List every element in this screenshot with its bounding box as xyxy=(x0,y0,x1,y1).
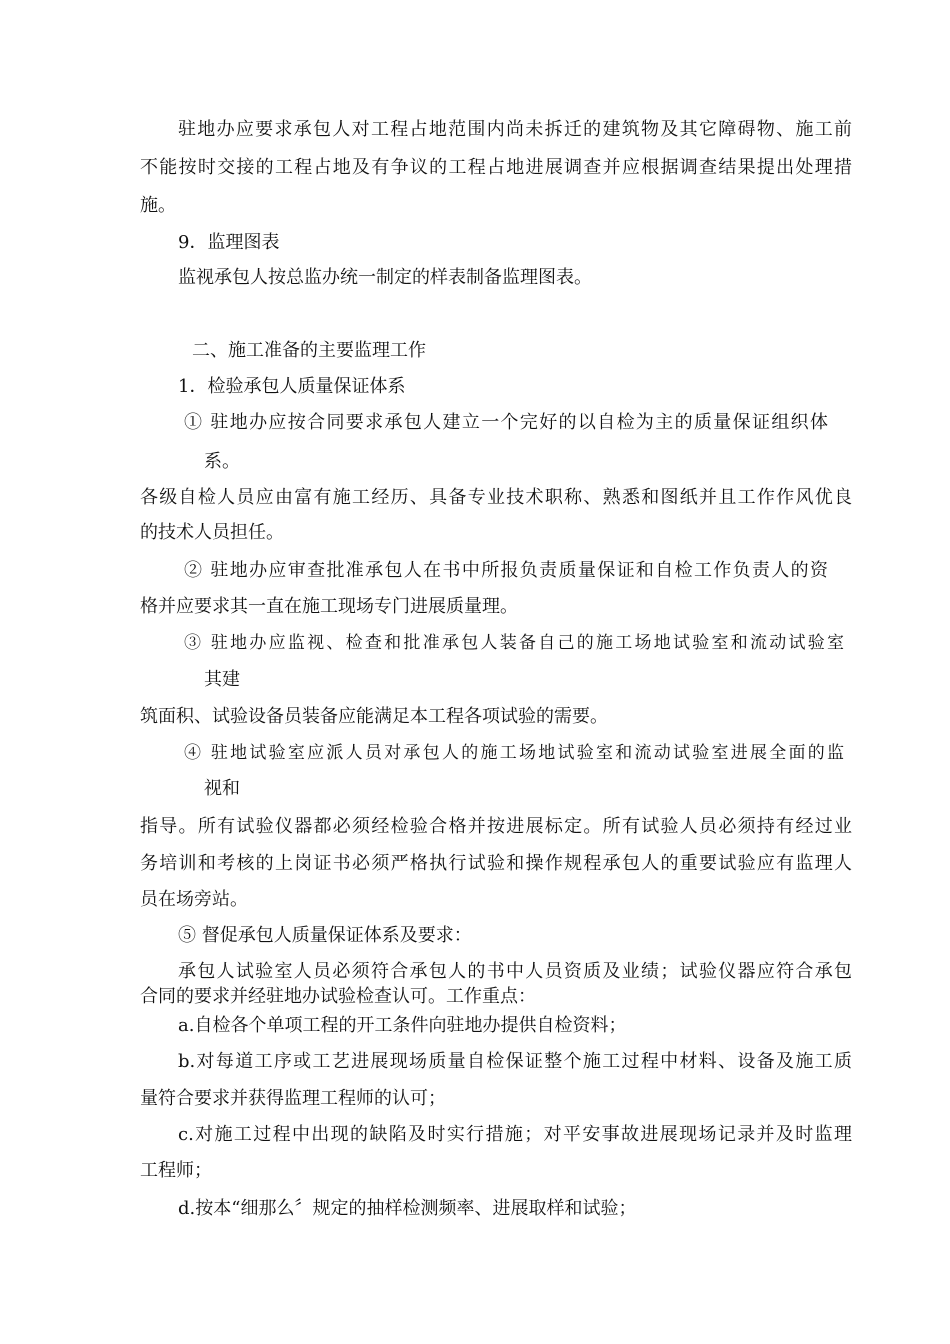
list-item-continuation: 视和 xyxy=(204,778,240,799)
paragraph-line: 监视承包人按总监办统一制定的样表制备监理图表。 xyxy=(178,267,592,288)
paragraph-line: 格并应要求其一直在施工现场专门进展质量理。 xyxy=(140,596,518,617)
sub-item: d.按本“细那么〞规定的抽样检测频率、进展取样和试验； xyxy=(178,1198,637,1219)
list-item: ⑤ 督促承包人质量保证体系及要求： xyxy=(178,925,472,946)
paragraph-line: 筑面积、试验设备员装备应能满足本工程各项试验的需要。 xyxy=(140,706,608,727)
chapter-heading: 二、施工准备的主要监理工作 xyxy=(192,340,426,361)
list-item-continuation: 系。 xyxy=(204,451,240,472)
sub-item: b.对每道工序或工艺进展现场质量自检保证整个施工过程中材料、设备及施工质 xyxy=(178,1051,852,1072)
sub-item: c.对施工过程中出现的缺陷及时实行措施；对平安事故进展现场记录并及时监理 xyxy=(178,1124,852,1145)
paragraph-line: 合同的要求并经驻地办试验检查认可。工作重点： xyxy=(140,986,536,1007)
paragraph-line: 指导。所有试验仪器都必须经检验合格并按进展标定。所有试验人员必须持有经过业 xyxy=(140,816,852,837)
paragraph-line: 员在场旁站。 xyxy=(140,889,248,910)
paragraph-line: 承包人试验室人员必须符合承包人的书中人员资质及业绩；试验仪器应符合承包 xyxy=(178,961,852,982)
paragraph-line: 不能按时交接的工程占地及有争议的工程占地进展调查并应根据调查结果提出处理措 xyxy=(140,157,852,178)
sub-item: a.自检各个单项工程的开工条件向驻地办提供自检资料； xyxy=(178,1015,627,1036)
list-item: ④ 驻地试验室应派人员对承包人的施工场地试验室和流动试验室进展全面的监 xyxy=(184,743,844,763)
paragraph-line: 驻地办应要求承包人对工程占地范围内尚未拆迁的建筑物及其它障碍物、施工前 xyxy=(178,119,852,140)
paragraph-line: 工程师； xyxy=(140,1160,212,1181)
list-item: ② 驻地办应审查批准承包人在书中所报负责质量保证和自检工作负责人的资 xyxy=(184,560,828,581)
paragraph-line: 施。 xyxy=(140,195,176,216)
paragraph-line: 的技术人员担任。 xyxy=(140,522,284,543)
list-item: ① 驻地办应按合同要求承包人建立一个完好的以自检为主的质量保证组织体 xyxy=(184,412,828,433)
section-heading: 1．检验承包人质量保证体系 xyxy=(178,376,406,397)
paragraph-line: 务培训和考核的上岗证书必须严格执行试验和操作规程承包人的重要试验应有监理人 xyxy=(140,853,852,874)
paragraph-line: 各级自检人员应由富有施工经历、具备专业技术职称、熟悉和图纸并且工作作风优良 xyxy=(140,487,852,508)
list-item-continuation: 其建 xyxy=(204,669,240,690)
list-item: ③ 驻地办应监视、检查和批准承包人装备自己的施工场地试验室和流动试验室 xyxy=(184,633,844,653)
section-heading: 9．监理图表 xyxy=(178,232,280,253)
paragraph-line: 量符合要求并获得监理工程师的认可； xyxy=(140,1088,446,1109)
